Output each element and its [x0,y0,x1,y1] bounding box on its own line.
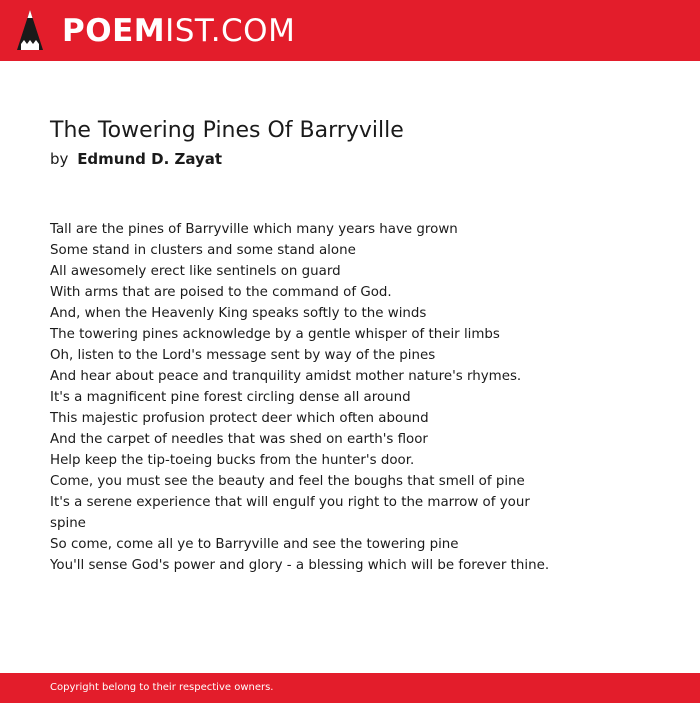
poem-line: With arms that are poised to the command of God. [50,285,392,300]
poem-line: And hear about peace and tranquility amidst mother nature's rhymes. [50,369,522,384]
poem-line: All awesomely erect like sentinels on guard [50,264,341,279]
poem-line: You'll sense God's power and glory - a blessing which will be forever thine. [50,558,550,573]
site-header [0,0,700,61]
by-label: by [50,150,69,168]
poem-body [50,219,550,576]
poem-line: Tall are the pines of Barryville which many years have grown [50,222,458,237]
site-footer [0,673,700,703]
poem-line: And the carpet of needles that was shed on earth's floor [50,432,428,447]
poem-title: The Towering Pines Of Barryville [50,118,404,143]
poem-line: Some stand in clusters and some stand alone [50,243,356,258]
poem-line: The towering pines acknowledge by a gentle whisper of their limbs [50,327,500,342]
poem-line: So come, come all ye to Barryville and see the towering pine [50,537,459,552]
poem-line: This majestic profusion protect deer which often abound [50,411,429,426]
copyright-text: Copyright belong to their respective owners. [50,682,274,693]
site-logo-link[interactable] [62,11,295,51]
poem-line: Come, you must see the beauty and feel the boughs that smell of pine [50,474,525,489]
poem-byline [50,148,222,170]
poem-author: Edmund D. Zayat [77,150,223,168]
logo-text-bold: POEM [62,13,166,49]
poem-line: Help keep the tip-toeing bucks from the hunter's door. [50,453,415,468]
poem-line: It's a magnificent pine forest circling dense all around [50,390,411,405]
poem-line: And, when the Heavenly King speaks softly to the winds [50,306,427,321]
poem-line: Oh, listen to the Lord's message sent by way of the pines [50,348,436,363]
poem-line: It's a serene experience that will engulf you right to the marrow of your spine [50,495,530,531]
pencil-logo-icon [17,10,43,52]
logo-text-light: IST.COM [165,13,296,49]
